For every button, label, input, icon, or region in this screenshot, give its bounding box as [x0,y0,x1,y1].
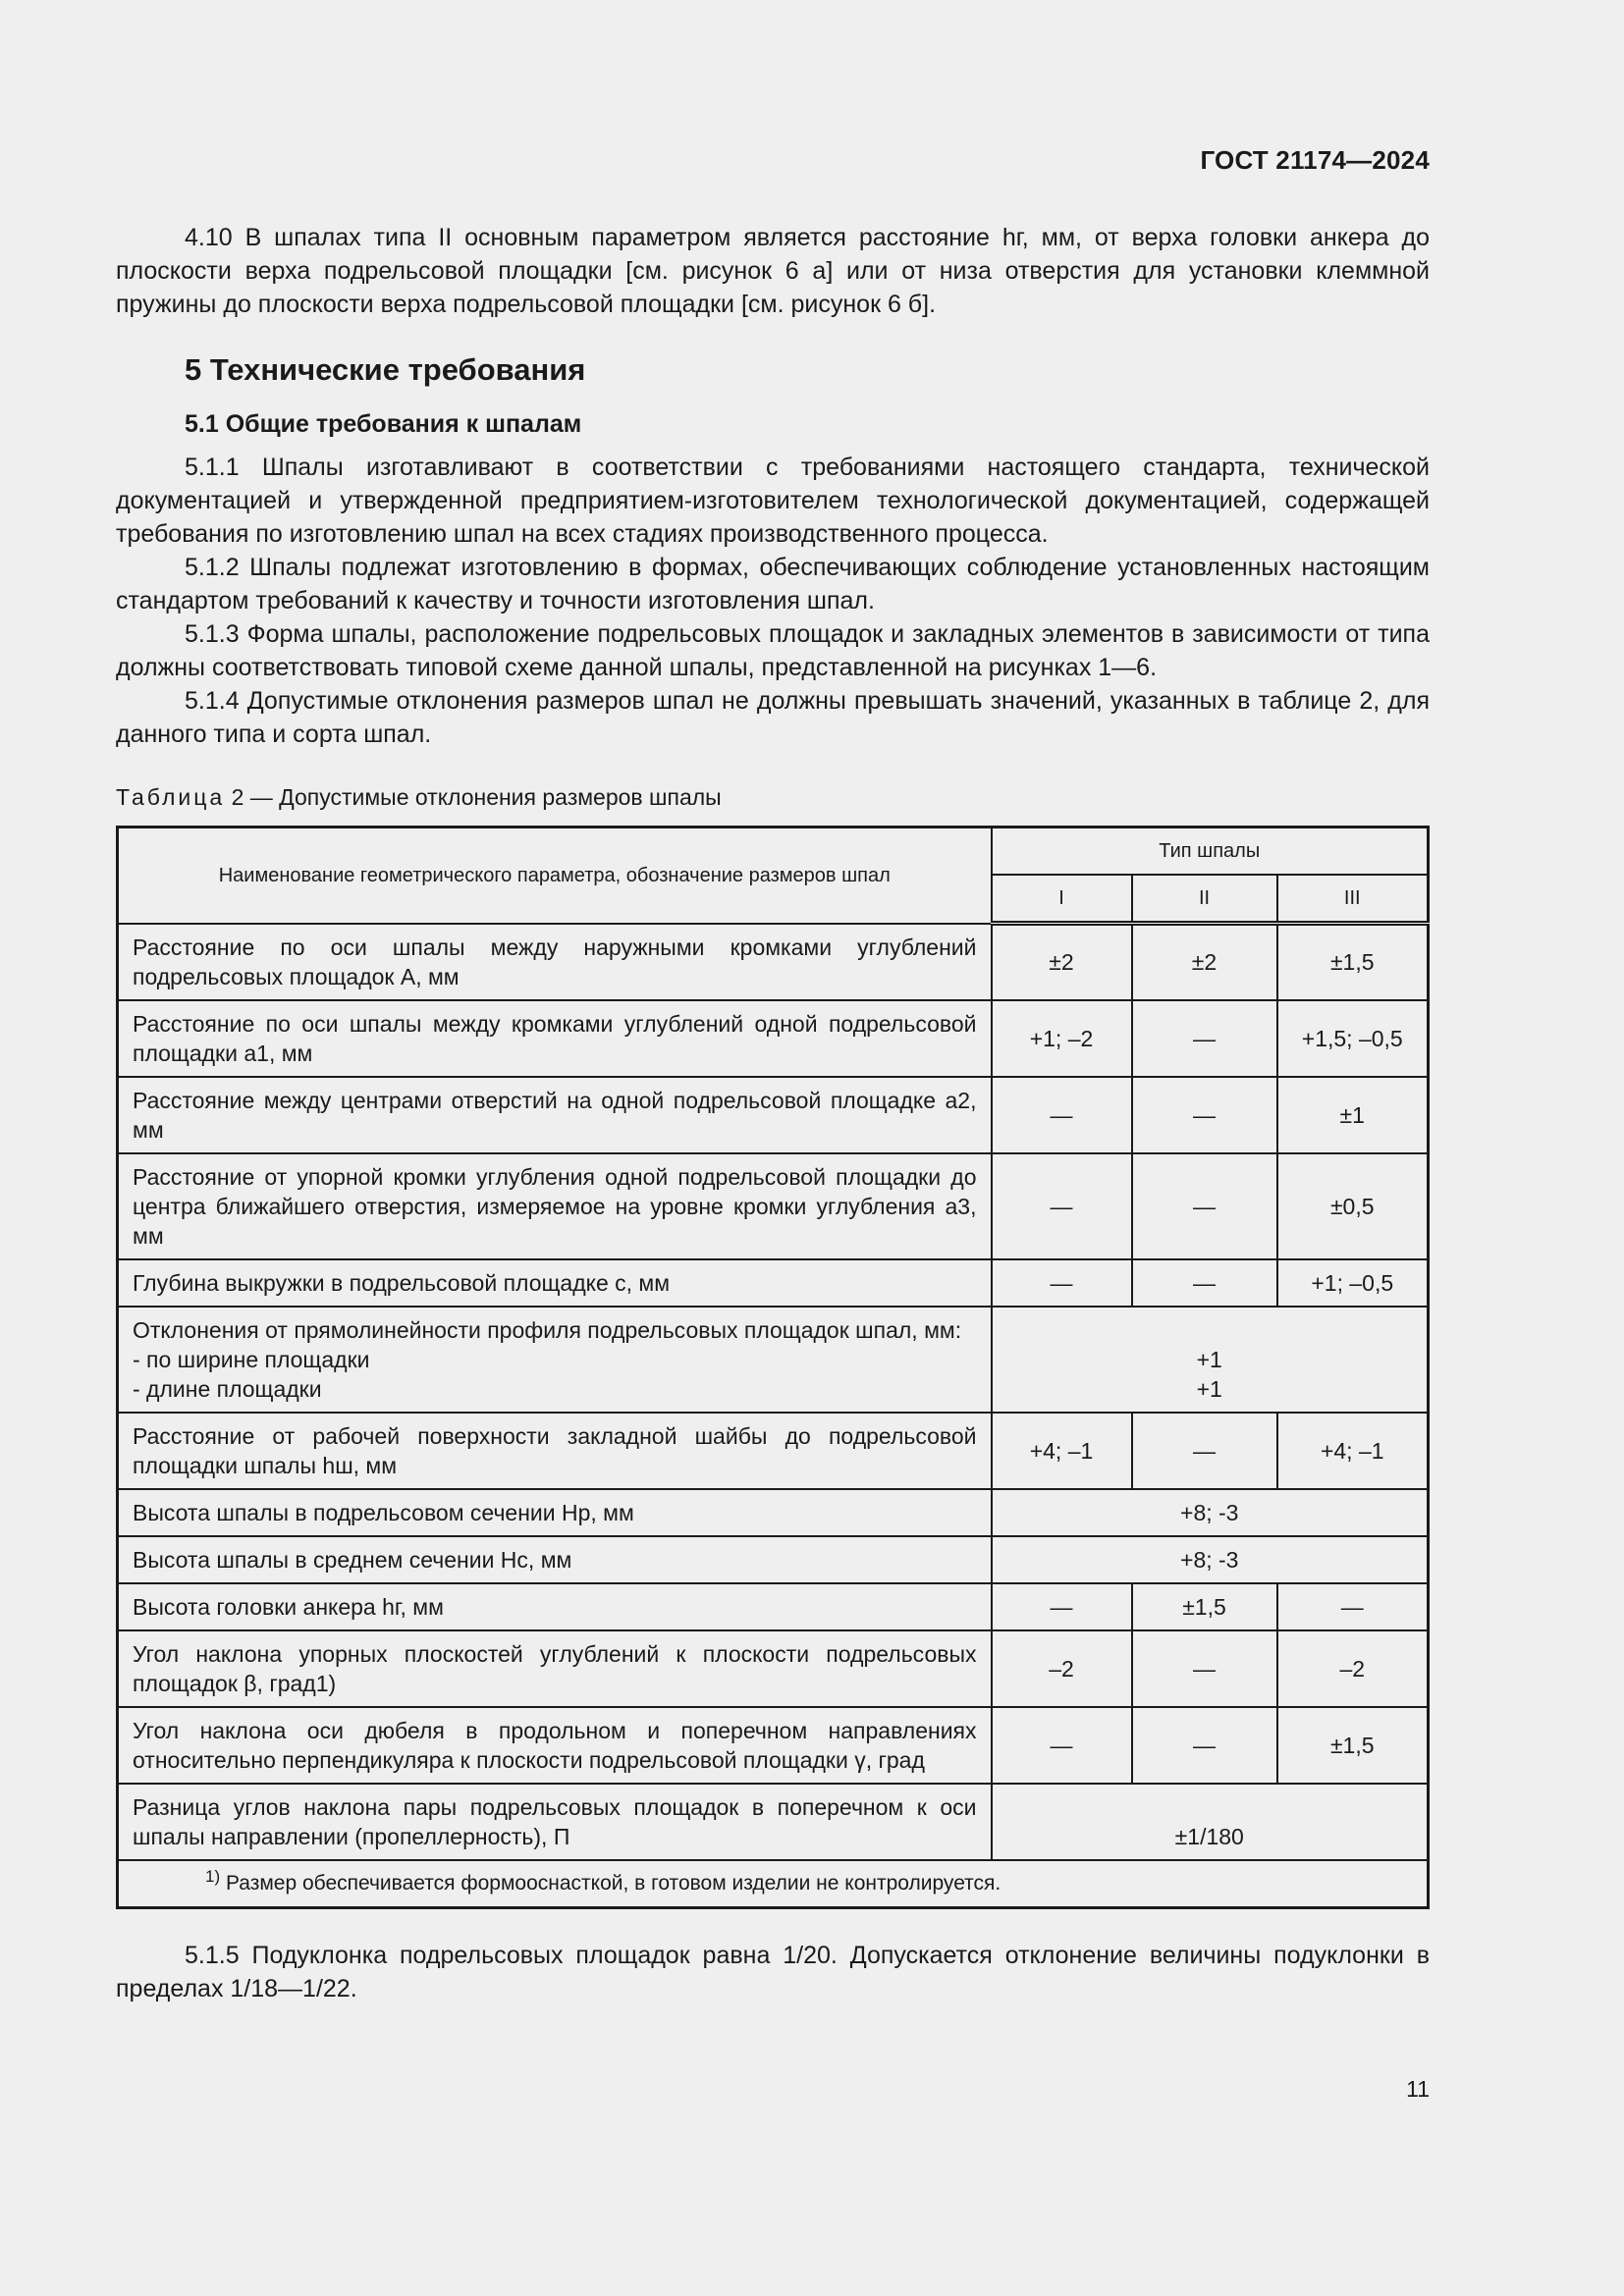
cell-all-types: +8; -3 [992,1489,1429,1536]
value-length: +1 [1196,1375,1222,1402]
table-row [118,1000,1429,1077]
table-row [118,1413,1429,1489]
cell-type-III: — [1277,1583,1429,1630]
clause-5-1-4: 5.1.4 Допустимые отклонения размеров шпал не должны превышать значений, указанных в таблице 2, для данного типа и сорта шпал. [116,687,1430,748]
cell-type-I: +4; –1 [992,1413,1132,1489]
cell-type-III: +1; –0,5 [1277,1259,1429,1307]
tolerance-table [116,826,1430,1909]
header-type-III: III [1277,875,1429,924]
table-row [118,1707,1429,1784]
row-name-sub-width: - по ширине площадки [133,1346,370,1372]
table-footnote-row [118,1860,1429,1908]
table-row [118,1583,1429,1630]
cell-type-III: +4; –1 [1277,1413,1429,1489]
header-type: Тип шпалы [992,828,1429,876]
section-5-1-title: 5.1 Общие требования к шпалам [185,410,582,438]
cell-type-II: — [1132,1000,1277,1077]
cell-type-I: — [992,1153,1132,1259]
row-name: Высота шпалы в среднем сечении Hс, мм [118,1536,992,1583]
clause-5-1-5: 5.1.5 Подуклонка подрельсовых площадок равна 1/20. Допускается отклонение величины подуклонки в пределах 1/18—1/22. [116,1941,1430,2002]
cell-type-II: — [1132,1077,1277,1153]
table-row [118,924,1429,1000]
cell-type-I: +1; –2 [992,1000,1132,1077]
cell-type-II: — [1132,1259,1277,1307]
value-width: +1 [1196,1346,1222,1372]
row-name: Расстояние по оси шпалы между кромками углублений одной подрельсовой площадки а1, мм [118,1000,992,1077]
row-name: Расстояние по оси шпалы между наружными кромками углублений подрельсовых площадок А, мм [118,924,992,1000]
row-name: Высота головки анкера hг, мм [118,1583,992,1630]
cell-all-types: ±1/180 [992,1784,1429,1860]
table-row [118,1489,1429,1536]
cell-type-II: — [1132,1413,1277,1489]
header-type-II: II [1132,875,1277,924]
row-name: Расстояние от рабочей поверхности закладной шайбы до подрельсовой площадки шпалы hш, мм [118,1413,992,1489]
cell-type-III: ±1 [1277,1077,1429,1153]
cell-type-I: — [992,1077,1132,1153]
row-name: Расстояние от упорной кромки углубления одной подрельсовой площадки до центра ближайшего отверстия, измеряемое на уровне кромки углубления а3, мм [118,1153,992,1259]
table-row [118,1259,1429,1307]
row-name: Расстояние между центрами отверстий на одной подрельсовой площадке а2, мм [118,1077,992,1153]
section-5-title: 5 Технические требования [185,352,586,387]
table-caption-text: 2 — Допустимые отклонения размеров шпалы [231,784,722,810]
cell-type-I: — [992,1583,1132,1630]
footnote-mark: 1) [205,1866,221,1886]
table-row [118,1536,1429,1583]
page-content [116,221,1430,2005]
cell-type-II: ±2 [1132,924,1277,1000]
cell-all-types: +8; -3 [992,1536,1429,1583]
table-row [118,1077,1429,1153]
row-name: Глубина выкружки в подрельсовой площадке с, мм [118,1259,992,1307]
cell-type-III: –2 [1277,1630,1429,1707]
table-caption-label: Таблица [116,784,226,810]
header-type-I: I [992,875,1132,924]
table-footnote [118,1860,1429,1908]
cell-type-II: — [1132,1630,1277,1707]
row-name-main: Отклонения от прямолинейности профиля подрельсовых площадок шпал, мм: [133,1316,962,1343]
cell-type-III: ±1,5 [1277,924,1429,1000]
row-name: Угол наклона оси дюбеля в продольном и поперечном направлениях относительно перпендикуляра к плоскости подрельсовой площадки γ, град [118,1707,992,1784]
table-row [118,1784,1429,1860]
cell-type-I: — [992,1259,1132,1307]
cell-all-types [992,1307,1429,1413]
row-name: Угол наклона упорных плоскостей углублений к плоскости подрельсовых площадок β, град1) [118,1630,992,1707]
document-code: ГОСТ 21174—2024 [1200,145,1430,175]
table-caption [116,780,1430,814]
cell-type-III: ±0,5 [1277,1153,1429,1259]
clause-5-1-2: 5.1.2 Шпалы подлежат изготовлению в формах, обеспечивающих соблюдение установленных настоящим стандартом требований к качеству и точности изготовления шпал. [116,554,1430,614]
cell-type-II: ±1,5 [1132,1583,1277,1630]
clause-5-1-3: 5.1.3 Форма шпалы, расположение подрельсовых площадок и закладных элементов в зависимости от типа должны соответствовать типовой схеме данной шпалы, представленной на рисунках 1—6. [116,620,1430,681]
cell-type-I: –2 [992,1630,1132,1707]
table-row [118,1307,1429,1413]
footnote-text: Размер обеспечивается формооснасткой, в готовом изделии не контролируется. [225,1871,1001,1895]
table-row [118,1630,1429,1707]
cell-type-III: ±1,5 [1277,1707,1429,1784]
page-number: 11 [1406,2076,1430,2102]
cell-type-II: — [1132,1153,1277,1259]
clause-4-10: 4.10 В шпалах типа II основным параметром является расстояние hг, мм, от верха головки анкера до плоскости верха подрельсовой площадки [см. рисунок 6 а] или от низа отверстия для установки клеммной пружины до плоскости верха подрельсовой площадки [см. рисунок 6 б]. [116,224,1430,318]
cell-type-I: — [992,1707,1132,1784]
row-name: Разница углов наклона пары подрельсовых площадок в поперечном к оси шпалы направлении (пропеллерность), П [118,1784,992,1860]
cell-type-II: — [1132,1707,1277,1784]
cell-type-I: ±2 [992,924,1132,1000]
row-name: Высота шпалы в подрельсовом сечении Hр, мм [118,1489,992,1536]
row-name [118,1307,992,1413]
row-name-sub-length: - длине площадки [133,1375,322,1402]
clause-5-1-1: 5.1.1 Шпалы изготавливают в соответствии с требованиями настоящего стандарта, технической документацией и утвержденной предприятием-изготовителем технологической документацией, содержащей требования по изготовлению шпал на всех стадиях производственного процесса. [116,454,1430,548]
table-row [118,1153,1429,1259]
cell-type-III: +1,5; –0,5 [1277,1000,1429,1077]
header-param: Наименование геометрического параметра, обозначение размеров шпал [118,828,992,924]
